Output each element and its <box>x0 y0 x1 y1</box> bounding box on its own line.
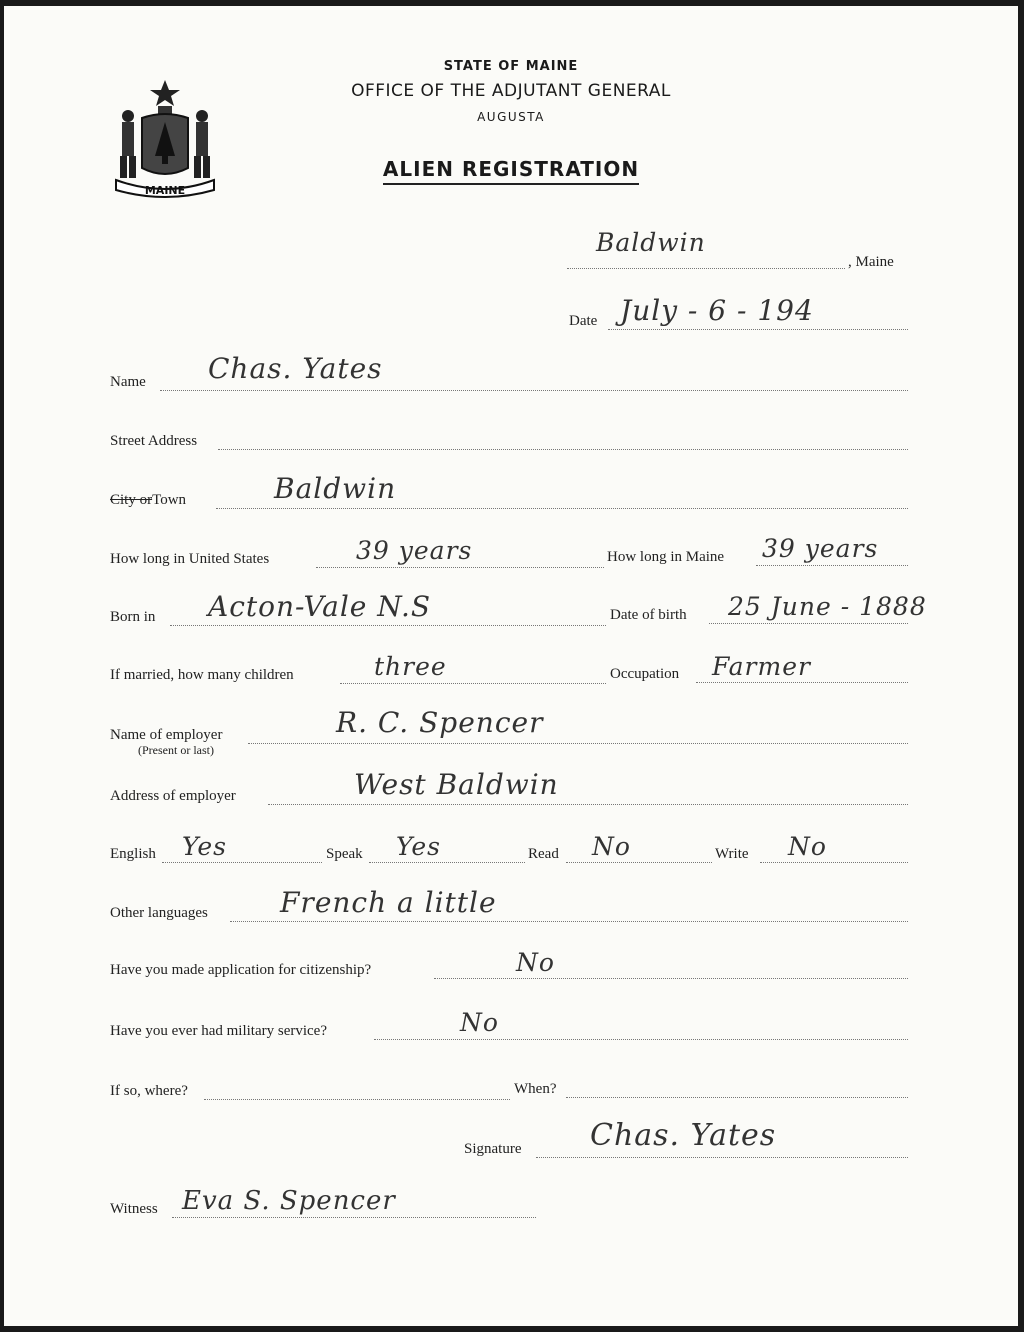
military-line <box>374 1039 908 1040</box>
place-line <box>567 268 845 269</box>
how-long-us-label: How long in United States <box>110 551 270 567</box>
write-label: Write <box>715 846 749 862</box>
other-languages-line <box>230 921 908 922</box>
office-heading: OFFICE OF THE ADJUTANT GENERAL <box>351 81 671 101</box>
occupation-line <box>696 682 908 683</box>
when-line <box>566 1097 908 1098</box>
other-languages-entry: French a little <box>280 886 497 919</box>
form-title: ALIEN REGISTRATION <box>4 157 1018 181</box>
when-label: When? <box>514 1081 557 1097</box>
place-entry: Baldwin <box>596 228 706 257</box>
occupation-entry: Farmer <box>712 652 811 681</box>
military-entry: No <box>460 1008 499 1037</box>
registration-form <box>4 6 1018 1326</box>
citizenship-line <box>434 978 908 979</box>
where-line <box>204 1099 510 1100</box>
children-label: If married, how many children <box>110 667 294 683</box>
employer-line <box>248 743 908 744</box>
date-line <box>608 329 908 330</box>
speak-line <box>369 862 525 863</box>
how-long-us-entry: 39 years <box>356 536 473 565</box>
how-long-us-line <box>316 567 604 568</box>
employer-entry: R. C. Spencer <box>336 706 544 739</box>
street-address-label: Street Address <box>110 433 198 449</box>
date-label: Date <box>569 313 598 329</box>
signature-entry: Chas. Yates <box>590 1118 777 1153</box>
how-long-maine-entry: 39 years <box>762 534 879 563</box>
city-heading: AUGUSTA <box>477 110 545 124</box>
employer-address-entry: West Baldwin <box>354 768 559 801</box>
town-line <box>216 508 908 509</box>
witness-line <box>172 1217 536 1218</box>
english-label: English <box>110 846 156 862</box>
witness-entry: Eva S. Spencer <box>182 1186 396 1216</box>
street-address-line <box>218 449 908 450</box>
town-entry: Baldwin <box>274 472 397 505</box>
svg-text:MAINE: MAINE <box>144 184 186 197</box>
maine-label: , Maine <box>848 254 894 270</box>
english-entry: Yes <box>182 832 227 861</box>
how-long-maine-line <box>756 565 908 566</box>
children-line <box>340 683 606 684</box>
name-label: Name <box>110 374 146 390</box>
employer-note: (Present or last) <box>138 743 214 757</box>
date-entry: July - 6 - 194 <box>620 294 814 327</box>
write-line <box>760 862 908 863</box>
speak-label: Speak <box>326 846 363 862</box>
speak-entry: Yes <box>396 832 441 861</box>
witness-label: Witness <box>110 1201 158 1217</box>
read-line <box>566 862 712 863</box>
born-in-label: Born in <box>110 609 156 625</box>
military-label: Have you ever had military service? <box>110 1023 327 1039</box>
where-label: If so, where? <box>110 1083 188 1099</box>
date-of-birth-line <box>709 623 908 624</box>
write-entry: No <box>788 832 827 861</box>
signature-label: Signature <box>464 1141 522 1157</box>
other-languages-label: Other languages <box>110 905 208 921</box>
employer-address-label: Address of employer <box>110 788 236 804</box>
citizenship-label: Have you made application for citizenship? <box>110 962 372 978</box>
signature-line <box>536 1157 908 1158</box>
citizenship-entry: No <box>516 948 555 977</box>
born-in-line <box>170 625 606 626</box>
town-label: City orTown <box>110 492 187 508</box>
how-long-maine-label: How long in Maine <box>607 549 725 565</box>
read-entry: No <box>592 832 631 861</box>
occupation-label: Occupation <box>610 666 680 682</box>
born-in-entry: Acton-Vale N.S <box>208 590 432 623</box>
employer-label: Name of employer <box>110 727 223 743</box>
state-heading: STATE OF MAINE <box>443 59 579 74</box>
english-line <box>162 862 322 863</box>
name-entry: Chas. Yates <box>208 352 383 385</box>
employer-address-line <box>268 804 908 805</box>
date-of-birth-label: Date of birth <box>610 607 687 623</box>
date-of-birth-entry: 25 June - 1888 <box>728 592 927 621</box>
name-line <box>160 390 908 391</box>
children-entry: three <box>374 652 447 681</box>
read-label: Read <box>528 846 559 862</box>
